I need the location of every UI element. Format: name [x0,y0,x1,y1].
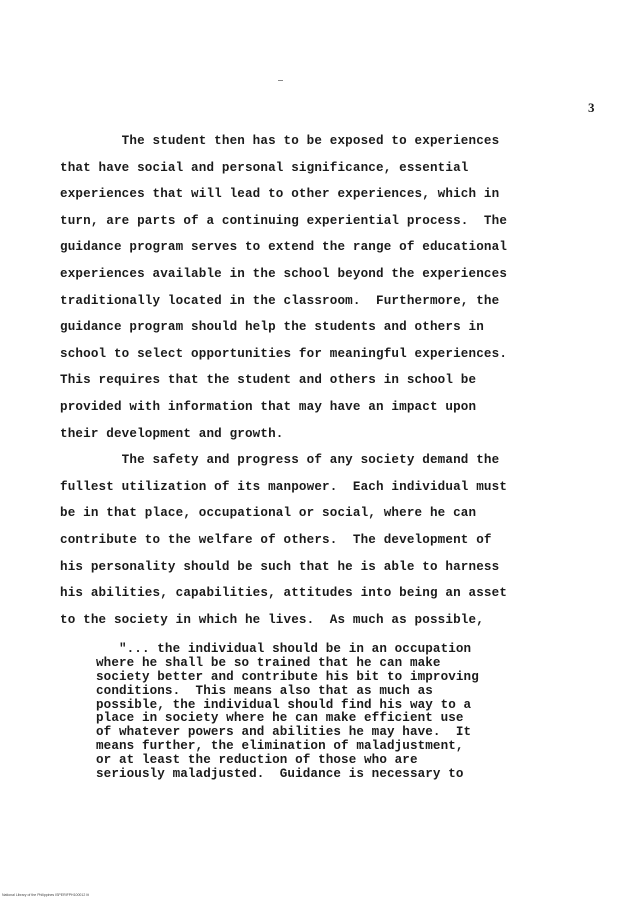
scan-mark [278,80,283,81]
quote-line: means further, the elimination of maladjustment, [96,739,464,754]
body-line: guidance program serves to extend the range of educational [60,240,508,255]
quote-line: society better and contribute his bit to improving [96,669,479,684]
body-line: This requires that the student and others in school be [60,373,477,388]
quote-line: place in society where he can make efficient use [96,711,464,726]
body-line: provided with information that may have an impact upon [60,399,477,414]
body-line: guidance program should help the students and others in [60,320,484,335]
page-number: 3 [588,100,595,115]
body-line: their development and growth. [60,426,284,441]
body-line: his personality should be such that he is able to harness [60,559,500,574]
quote-line: of whatever powers and abilities he may have. It [96,725,472,740]
body-line: experiences that will lead to other experiences, which in [60,187,500,202]
body-text [60,128,570,633]
quote-line: conditions. This means also that as much as [96,683,433,698]
body-line: to the society in which he lives. As much as possible, [60,612,484,627]
body-line: his abilities, capabilities, attitudes into being an asset [60,586,508,601]
body-line: turn, are parts of a continuing experiential process. The [60,213,508,228]
body-line: that have social and personal significance, essential [60,160,469,175]
quote-line: seriously maladjusted. Guidance is necessary to [96,767,464,782]
quote-line: possible, the individual should find his way to a [96,697,472,712]
body-line: experiences available in the school beyond the experiences [60,266,508,281]
body-line: be in that place, occupational or social, where he can [60,506,477,521]
body-line: school to select opportunities for meaningful experiences. [60,346,508,361]
archive-footer: National Library of the Philippines ISPERIFPH100012 lit [2,893,89,897]
quote-line: "... the individual should be in an occupation [96,642,472,656]
body-line: The safety and progress of any society demand the [60,453,500,468]
body-line: The student then has to be exposed to experiences [60,134,500,148]
quote-line: or at least the reduction of those who are [96,753,418,768]
body-line: contribute to the welfare of others. The development of [60,532,492,547]
block-quote [96,643,536,782]
body-line: fullest utilization of its manpower. Each individual must [60,479,508,494]
quote-line: where he shall be so trained that he can make [96,655,441,670]
body-line: traditionally located in the classroom. Furthermore, the [60,293,500,308]
